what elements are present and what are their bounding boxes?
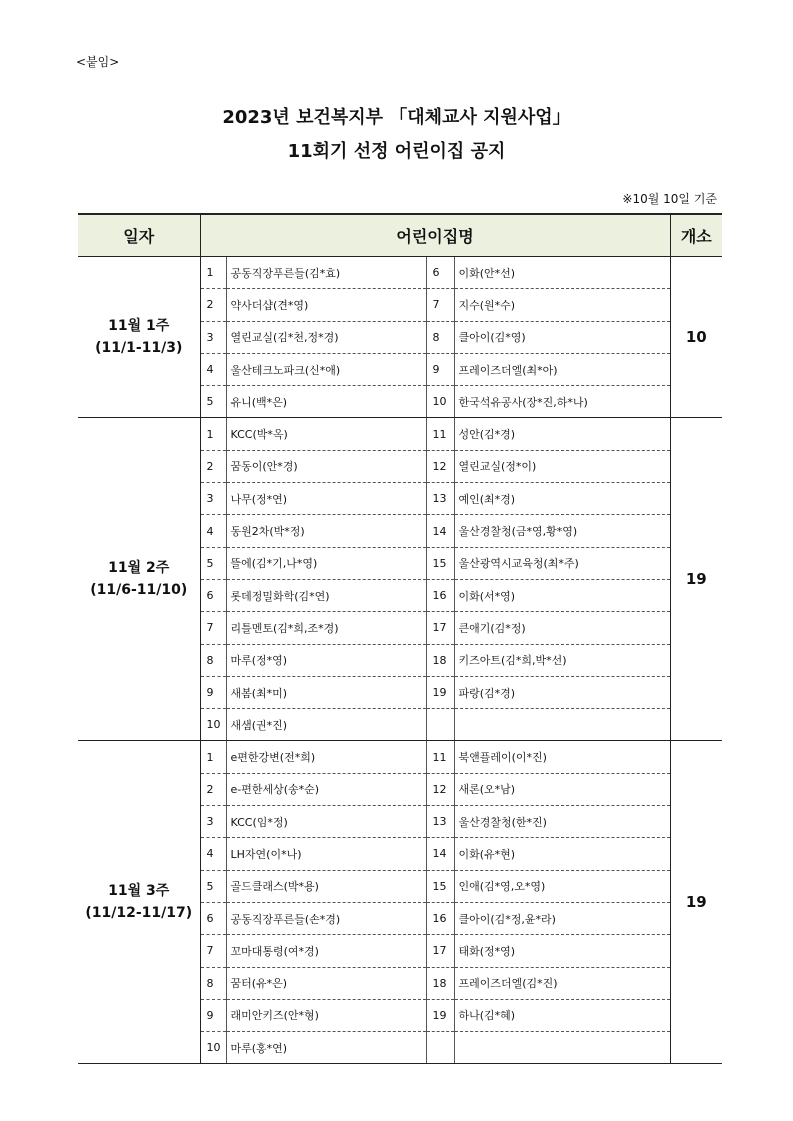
left-daycare-name: 꿈터(유*은) — [226, 967, 426, 999]
right-number: 14 — [426, 515, 454, 547]
left-daycare-name: 열린교실(김*천,정*경) — [226, 321, 426, 353]
right-number: 16 — [426, 902, 454, 934]
right-number: 18 — [426, 967, 454, 999]
left-daycare-name: 리틀멘토(김*희,조*경) — [226, 612, 426, 644]
table-header — [78, 214, 722, 257]
right-daycare-name: 하나(김*혜) — [454, 999, 670, 1031]
right-number: 17 — [426, 935, 454, 967]
week-date-cell — [78, 418, 200, 741]
right-number: 11 — [426, 418, 454, 450]
right-number: 15 — [426, 870, 454, 902]
left-daycare-name: 약사더샵(견*영) — [226, 289, 426, 321]
right-number: 6 — [426, 257, 454, 289]
right-number — [426, 1032, 454, 1064]
right-daycare-name — [454, 1032, 670, 1064]
week-count: 10 — [670, 257, 722, 418]
left-number: 4 — [200, 515, 226, 547]
left-number: 6 — [200, 902, 226, 934]
right-daycare-name: 큰애기(김*정) — [454, 612, 670, 644]
header-name: 어린이집명 — [200, 214, 670, 257]
left-number: 10 — [200, 709, 226, 741]
right-daycare-name: 울산경찰청(한*진) — [454, 806, 670, 838]
right-daycare-name: 지수(원*수) — [454, 289, 670, 321]
left-number: 4 — [200, 838, 226, 870]
right-number: 7 — [426, 289, 454, 321]
right-number: 16 — [426, 579, 454, 611]
right-number: 10 — [426, 386, 454, 418]
left-number: 2 — [200, 450, 226, 482]
selection-table — [78, 213, 722, 1064]
right-number: 11 — [426, 741, 454, 773]
left-daycare-name: 동원2차(박*정) — [226, 515, 426, 547]
week-label: 11월 3주 — [108, 883, 170, 900]
week-label: 11월 2주 — [108, 560, 170, 577]
left-number: 3 — [200, 321, 226, 353]
left-daycare-name: 꿈동이(안*경) — [226, 450, 426, 482]
left-number: 9 — [200, 999, 226, 1031]
week-label: 11월 1주 — [108, 318, 170, 335]
left-daycare-name: LH자연(이*나) — [226, 838, 426, 870]
left-number: 1 — [200, 741, 226, 773]
left-daycare-name: 공동직장푸른들(손*경) — [226, 902, 426, 934]
left-daycare-name: 마루(홍*연) — [226, 1032, 426, 1064]
right-daycare-name: 이화(유*현) — [454, 838, 670, 870]
left-number: 2 — [200, 289, 226, 321]
right-number — [426, 709, 454, 741]
right-number: 15 — [426, 547, 454, 579]
right-daycare-name: 이화(서*영) — [454, 579, 670, 611]
left-daycare-name: 마루(정*영) — [226, 644, 426, 676]
right-daycare-name: 클아이(김*정,윤*라) — [454, 902, 670, 934]
left-daycare-name: 새샘(권*진) — [226, 709, 426, 741]
left-number: 9 — [200, 676, 226, 708]
week-date-cell — [78, 257, 200, 418]
left-daycare-name: 새봄(최*미) — [226, 676, 426, 708]
right-daycare-name: 프레이즈더엘(최*아) — [454, 353, 670, 385]
right-number: 12 — [426, 450, 454, 482]
table-body — [78, 257, 722, 1064]
left-number: 10 — [200, 1032, 226, 1064]
left-number: 1 — [200, 418, 226, 450]
left-number: 3 — [200, 483, 226, 515]
right-daycare-name: 예인(최*경) — [454, 483, 670, 515]
week-range: (11/6-11/10) — [90, 582, 188, 599]
left-number: 5 — [200, 386, 226, 418]
right-daycare-name: 키즈아트(김*희,박*선) — [454, 644, 670, 676]
left-number: 5 — [200, 870, 226, 902]
left-daycare-name: 꼬마대통령(여*경) — [226, 935, 426, 967]
left-daycare-name: e편한강변(전*희) — [226, 741, 426, 773]
page-subtitle: 11회기 선정 어린이집 공지 — [287, 141, 506, 162]
left-number: 4 — [200, 353, 226, 385]
right-number: 8 — [426, 321, 454, 353]
right-number: 19 — [426, 676, 454, 708]
right-daycare-name — [454, 709, 670, 741]
week-range: (11/12-11/17) — [85, 905, 193, 922]
left-number: 2 — [200, 773, 226, 805]
left-daycare-name: 나무(정*연) — [226, 483, 426, 515]
left-number: 8 — [200, 644, 226, 676]
left-number: 7 — [200, 612, 226, 644]
right-number: 12 — [426, 773, 454, 805]
attachment-label: <붙임> — [76, 55, 120, 69]
table-row — [78, 741, 722, 773]
week-count: 19 — [670, 741, 722, 1064]
right-daycare-name: 이화(안*선) — [454, 257, 670, 289]
left-daycare-name: e-편한세상(송*순) — [226, 773, 426, 805]
week-date-cell — [78, 741, 200, 1064]
right-daycare-name: 열린교실(정*이) — [454, 450, 670, 482]
left-number: 1 — [200, 257, 226, 289]
left-daycare-name: 뜰에(김*기,나*영) — [226, 547, 426, 579]
right-daycare-name: 태화(정*영) — [454, 935, 670, 967]
right-daycare-name: 울산경찰청(금*영,황*영) — [454, 515, 670, 547]
right-number: 14 — [426, 838, 454, 870]
table-row — [78, 257, 722, 289]
left-daycare-name: 래미안키즈(안*형) — [226, 999, 426, 1031]
right-number: 19 — [426, 999, 454, 1031]
week-range: (11/1-11/3) — [95, 340, 183, 357]
right-daycare-name: 북앤플레이(이*진) — [454, 741, 670, 773]
left-number: 8 — [200, 967, 226, 999]
header-date: 일자 — [78, 214, 200, 257]
left-number: 3 — [200, 806, 226, 838]
right-number: 18 — [426, 644, 454, 676]
right-daycare-name: 울산광역시교육청(최*주) — [454, 547, 670, 579]
right-number: 9 — [426, 353, 454, 385]
left-number: 5 — [200, 547, 226, 579]
left-daycare-name: KCC(박*옥) — [226, 418, 426, 450]
left-daycare-name: 골드클래스(박*용) — [226, 870, 426, 902]
right-daycare-name: 인애(김*영,오*영) — [454, 870, 670, 902]
left-daycare-name: 유니(백*은) — [226, 386, 426, 418]
right-daycare-name: 클아이(김*영) — [454, 321, 670, 353]
basis-note: ※10월 10일 기준 — [622, 192, 717, 206]
right-number: 17 — [426, 612, 454, 644]
left-daycare-name: 공동직장푸른들(김*효) — [226, 257, 426, 289]
right-daycare-name: 성안(김*경) — [454, 418, 670, 450]
left-daycare-name: 롯데정밀화학(김*연) — [226, 579, 426, 611]
right-number: 13 — [426, 483, 454, 515]
left-number: 7 — [200, 935, 226, 967]
header-count: 개소 — [670, 214, 722, 257]
table-row — [78, 418, 722, 450]
right-daycare-name: 새론(오*남) — [454, 773, 670, 805]
right-daycare-name: 프레이즈더엘(김*진) — [454, 967, 670, 999]
left-daycare-name: KCC(임*정) — [226, 806, 426, 838]
week-count: 19 — [670, 418, 722, 741]
left-daycare-name: 울산테크노파크(신*애) — [226, 353, 426, 385]
right-daycare-name: 파랑(김*경) — [454, 676, 670, 708]
right-daycare-name: 한국석유공사(장*진,하*나) — [454, 386, 670, 418]
page-title: 2023년 보건복지부 「대체교사 지원사업」 — [222, 107, 571, 128]
right-number: 13 — [426, 806, 454, 838]
left-number: 6 — [200, 579, 226, 611]
